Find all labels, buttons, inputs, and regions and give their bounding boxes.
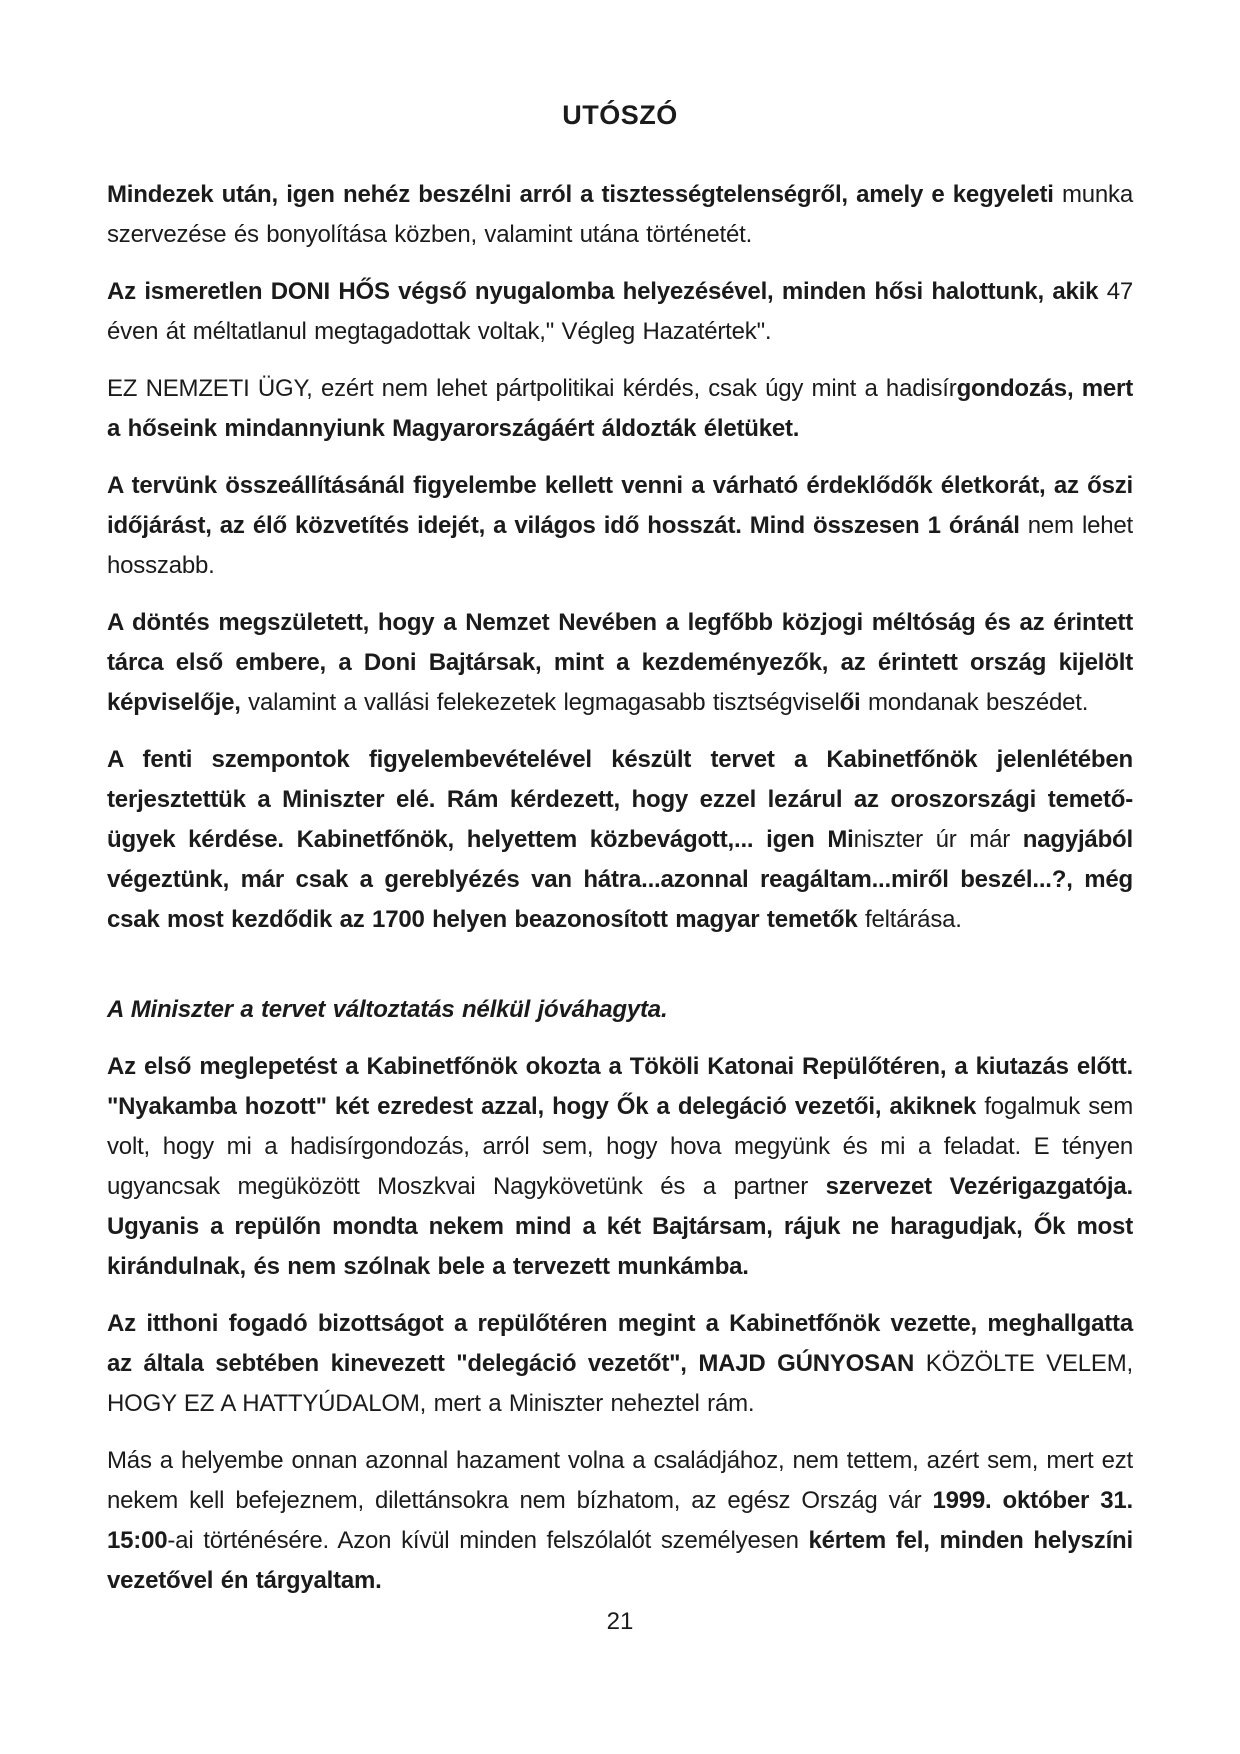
page-number: 21	[606, 1608, 634, 1635]
page-content	[107, 100, 1133, 1618]
text-run: gondozás, mert a hőseink mindannyiunk Magyarországáért áldozták életüket.	[107, 375, 1133, 442]
text-run: Más a helyembe onnan azonnal hazament volna a családjához, nem tettem, azért sem, mert ezt nekem kell befejeznem, dilettánsokra nem bízhatom, az egész Ország vár	[107, 1447, 1133, 1514]
paragraph	[107, 466, 1133, 586]
text-run: A tervünk összeállításánál figyelembe kellett venni a várható érdeklődők életkorát, az őszi időjárást, az élő közvetítés idejét, a világos idő hosszát. Mind összesen 1 óránál	[107, 472, 1133, 539]
paragraph	[107, 369, 1133, 449]
text-run: ői	[839, 689, 861, 716]
paragraph	[107, 272, 1133, 352]
text-run: Az ismeretlen DONI HŐS végső nyugalomba helyezésével, minden hősi halottunk, akik	[107, 278, 1107, 305]
text-run: munka szervezése és bonyolítása közben, valamint utána történetét.	[107, 181, 1133, 248]
paragraph	[107, 175, 1133, 255]
text-run: nagyjából végeztünk, már csak a gereblyézés van hátra...azonnal reagáltam...miről beszél...?, még csak most kezdődik az 1700 helyen beazonosított magyar temetők	[107, 826, 1133, 933]
paragraph	[107, 603, 1133, 723]
text-run: mondanak beszédet.	[860, 689, 1089, 716]
text-run: 47 éven át méltatlanul megtagadottak voltak," Végleg Hazatértek".	[107, 278, 1133, 345]
text-run: 1999. október 31. 15:00	[107, 1487, 1133, 1554]
text-run: Az itthoni fogadó bizottságot a repülőtéren megint a Kabinetfőnök vezette, meghallgatta az általa sebtében kinevezett "delegáció vezetőt", MAJD GÚNYOSAN	[107, 1310, 1133, 1377]
text-run: feltárása.	[865, 906, 962, 933]
page-title: UTÓSZÓ	[562, 100, 678, 130]
text-run: -ai történésére. Azon kívül minden felszólalót személyesen	[167, 1527, 809, 1554]
text-run: A Miniszter a tervet változtatás nélkül jóváhagyta.	[107, 996, 668, 1023]
paragraphs	[107, 175, 1133, 1601]
text-run: EZ NEMZETI ÜGY, ezért nem lehet pártpolitikai kérdés, csak úgy mint a hadisír	[107, 375, 957, 402]
text-run: kértem fel, minden helyszíni vezetővel én tárgyaltam.	[107, 1527, 1133, 1594]
paragraph	[107, 1304, 1133, 1424]
text-run: szervezet Vezérigazgatója. Ugyanis a repülőn mondta nekem mind a két Bajtársam, rájuk ne haragudjak, Ők most kirándulnak, és nem szólnak bele a tervezett munkámba.	[107, 1173, 1134, 1280]
text-run: A fenti szempontok figyelembevételével készült tervet a Kabinetfőnök jelenlétében terjesztettük a Miniszter elé. Rám kérdezett, hogy ezzel lezárul az oroszországi temető-ügyek kérdése. Kabinetfőnök, helyettem közbevágott,... igen Mi	[107, 746, 1133, 853]
paragraph	[107, 1047, 1133, 1287]
text-run: KÖZÖLTE VELEM, HOGY EZ A HATTYÚDALOM, mert a Miniszter neheztel rám.	[107, 1350, 1134, 1417]
text-run: A döntés megszületett, hogy a Nemzet Nevében a legfőbb közjogi méltóság és az érintett tárca első embere, a Doni Bajtársak, mint a kezdeményezők, az érintett ország kijelölt képviselője,	[107, 609, 1133, 716]
text-run: Mindezek után, igen nehéz beszélni arról a tisztességtelenségről, amely e kegyeleti	[107, 181, 1062, 208]
paragraph	[107, 740, 1133, 940]
text-run: Az első meglepetést a Kabinetfőnök okozta a Tököli Katonai Repülőtéren, a kiutazás előtt. "Nyakamba hozott" két ezredest azzal, hogy Ők a delegáció vezetői, akiknek	[107, 1053, 1133, 1120]
text-run: fogalmuk sem volt, hogy mi a hadisírgondozás, arról sem, hogy hova megyünk és mi a feladat. E tényen ugyancsak megüközött Moszkvai Nagykövetünk és a partner	[107, 1093, 1133, 1200]
text-run: niszter úr már	[853, 826, 1023, 853]
paragraph	[107, 1441, 1133, 1601]
text-run: nem lehet hosszabb.	[107, 512, 1133, 579]
text-run: valamint a vallási felekezetek legmagasabb tisztségvisel	[248, 689, 840, 716]
paragraph	[107, 990, 1133, 1030]
